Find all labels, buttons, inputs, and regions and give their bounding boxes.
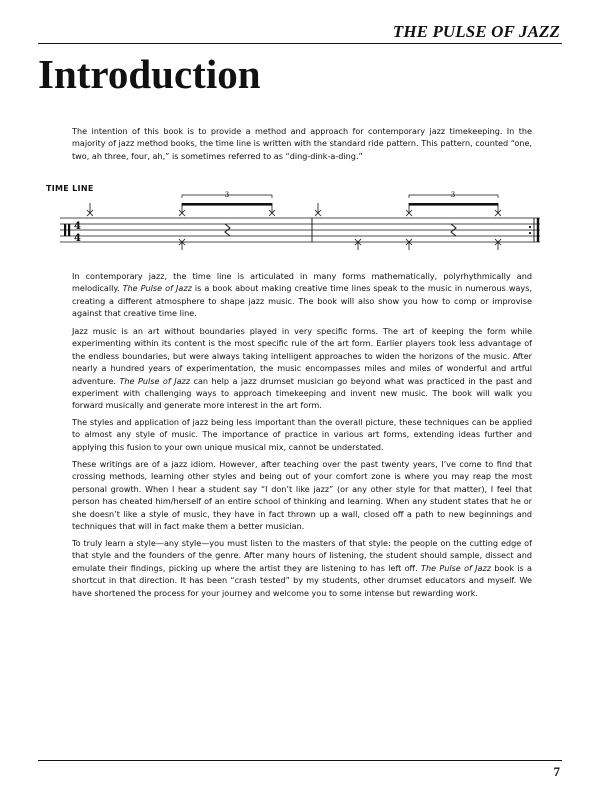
hi-hat-note [355,239,361,250]
tuplet-number: 3 [450,191,456,199]
header-rule [38,43,562,44]
running-header-title: THE PULSE OF JAZZ [392,22,560,41]
chapter-title: Introduction [38,51,261,97]
paragraph-contemporary: In contemporary jazz, the time line is articulated in many forms mathematically, polyrhythmically and melodically. The Pulse of Jazz is a book about making creative time lines speak to the music in numerous ways, creating a different atmosphere to shape jazz music. The book will also show you how to comp or improvise against that creative time line. [72,271,533,319]
hi-hat-note [406,239,412,250]
time-signature-top: 4 [74,221,81,232]
time-signature-bottom: 4 [74,233,81,244]
notation-label: TIME LINE [46,184,94,193]
ride-note [87,203,93,216]
time-line-notation [50,180,550,250]
footer-rule [38,760,562,761]
hi-hat-note [495,239,501,250]
hi-hat-note [179,239,185,250]
page-number: 7 [553,764,560,779]
paragraph-styles: The styles and application of jazz being less important than the overall picture, these techniques can be applied to almost any style of music. The importance of practice in various art forms, extending ideas further and applying this fusion to your own unique musical mix, cannot be understated. [72,417,532,452]
paragraph-intro: The intention of this book is to provide a method and approach for contemporary jazz timekeeping. In the majority of jazz method books, the time line is written with the standard ride pattern. This pattern, counted “one, two, ah three, four, ah,” is sometimes referred to as “ding-dink-a-ding.” [72,126,532,161]
staff-lines [60,218,540,242]
paragraph-idiom: These writings are of a jazz idiom. However, after teaching over the past twenty years, I’ve come to find that crossing methods, learning other styles and being out of your comfort zone is where you may reap the most personal growth. When I hear a student say “I don’t like jazz” (or any other style for that matter), I feel that person has cheated him/herself of an entire school of thinking and learning. When any student states that he or she doesn’t like a style of music, they have in fact thrown up a wall, closed off a path to new beginnings and techniques that will in fact make them a better musician. [72,459,532,532]
tuplet-number: 3 [224,191,230,199]
paragraph-boundaries: Jazz music is an art without boundaries played in very specific forms. The art of keeping the form while experimenting within its content is the most specific rule of the art form. Earlier players took less advantage of the endless boundaries, but were always taking intelligent approaches to widen the horizons of the music. After nearly a hundred years of experimentation, the music encompasses miles and miles of wonderful and artful adventure. The Pulse of Jazz can help a jazz drumset musician go beyond what was practiced in the past and experiment with challenging ways to approach timekeeping and invent new music. The book will walk you forward musically and generate more interest in the art form. [72,326,533,411]
beam [409,203,498,206]
ride-note [315,203,321,216]
paragraph-learn-style: To truly learn a style—any style—you must listen to the masters of that style: the people on the cutting edge of that style and the founders of the genre. After many hours of listening, the student should sample, dissect and emulate their findings, picking up where the artist they are listening to has left off. The Pulse of Jazz book is a shortcut in that direction. It has been “crash tested” by my students, other drumset educators and myself. We have shortened the process for your journey and welcome you to some intense but rewarding work. [72,538,533,598]
beam [182,203,272,206]
